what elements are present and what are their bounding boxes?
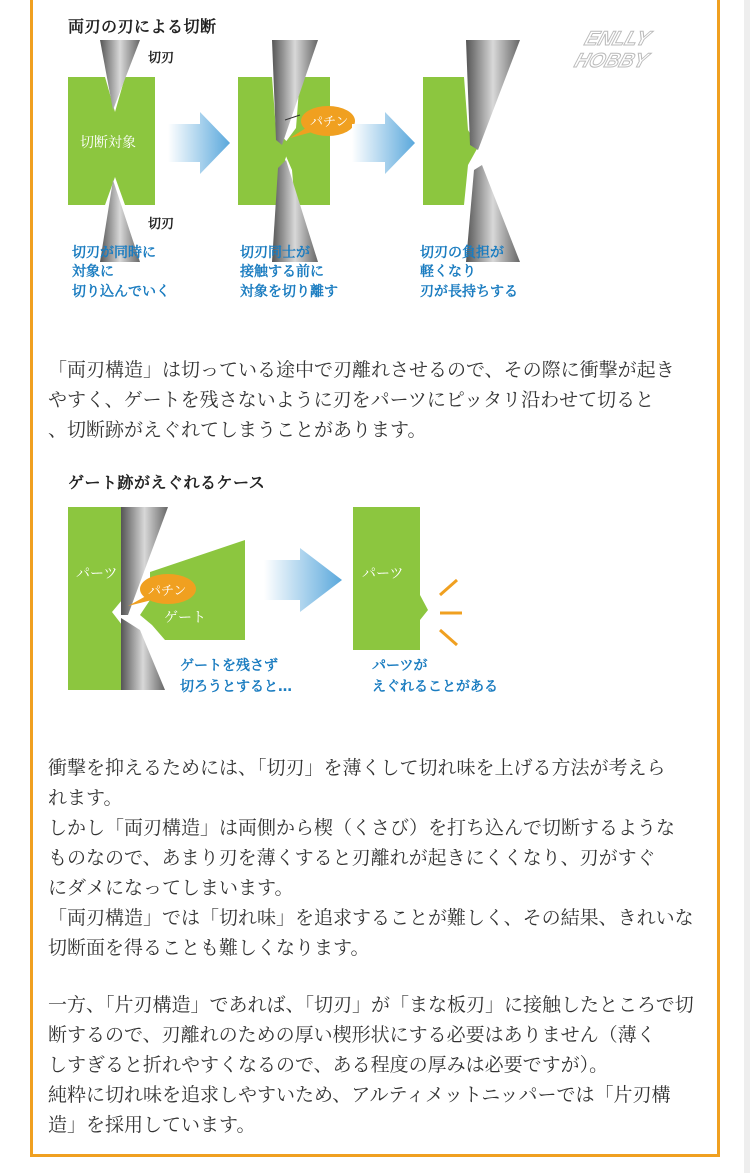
arrow-3: [264, 548, 342, 612]
paragraph-3: 一方、「片刃構造」であれば、「切刃」が「まな板刃」に接触したところで切 断するので、刃離れのための厚い楔形状にする必要はありません（薄く しすぎると折れやすくなるので、ある程度の厚みは必要ですが）。 純粋に切れ味を追求しやすいため、アルティメットニッパーでは「片刃構 造」を採用しています。: [48, 994, 694, 1136]
snap-label: パチン: [148, 584, 187, 599]
bottom-blade-label: 切刃: [148, 217, 175, 232]
diagram1-panel3: [423, 40, 520, 262]
target-label: 切断対象: [80, 135, 136, 151]
caption2-line3: 対象を切り離す: [240, 284, 338, 300]
caption1-line1: 切刃が同時に: [72, 245, 156, 261]
caption2-line1: 切刃同士が: [240, 245, 310, 261]
diagram1-panel1: [68, 40, 174, 262]
caption-left-line2: 切ろうとすると…: [180, 679, 292, 695]
caption2-line2: 接触する前に: [240, 264, 324, 280]
caption3-line2: 軽くなり: [420, 264, 476, 280]
gate-label: ゲート: [164, 610, 206, 626]
diagram2-captions: [180, 657, 498, 695]
logo-line2: HOBBY: [571, 49, 652, 72]
caption3-line1: 切刃の負担が: [420, 245, 504, 261]
part-label-right: パーツ: [362, 566, 404, 582]
diagram1-panel2: [238, 40, 355, 262]
arrow-1: [168, 112, 230, 174]
top-blade-label: 切刃: [148, 51, 175, 66]
caption-right-line1: パーツが: [372, 658, 428, 674]
snap-label: パチン: [310, 115, 349, 130]
caption1-line2: 対象に: [72, 264, 114, 280]
impact-line: [440, 580, 457, 595]
diagram1-captions: [72, 244, 518, 300]
paragraph-2: 衝撃を抑えるためには、「切刃」を薄くして切れ味を上げる方法が考えら れます。 しかし「両刃構造」は両側から楔（くさび）を打ち込んで切断するような ものなので、あまり刃を薄くすると刃離れが起きにくくなり、刃がすぐ にダメになってしまいます。 「両刃構造」では「切れ味」を追求することが難しく、その結果、きれいな 切断面を得ることも難しくなります。: [48, 757, 694, 959]
part-label: パーツ: [76, 566, 118, 582]
arrow-2: [352, 112, 415, 174]
caption-right-line2: えぐれることがある: [372, 679, 498, 695]
paragraph-1: 「両刃構造」は切っている途中で刃離れさせるので、その際に衝撃が起き やすく、ゲートを残さないように刃をパーツにピッタリ沿わせて切ると 、切断跡がえぐれてしまうことがあります。: [48, 359, 675, 441]
diagram2-right: [353, 507, 462, 650]
caption3-line3: 刃が長持ちする: [420, 284, 518, 300]
diagram2-title: ゲート跡がえぐれるケース: [68, 473, 266, 492]
impact-line: [440, 630, 457, 645]
diagram1-title: 両刃の刃による切断: [68, 17, 217, 36]
top-blade: [466, 40, 520, 150]
caption-left-line1: ゲートを残さず: [180, 658, 278, 674]
brand-logo: [572, 27, 661, 71]
caption1-line3: 切り込んでいく: [72, 284, 170, 300]
logo-line1: ENLLY: [581, 27, 654, 50]
